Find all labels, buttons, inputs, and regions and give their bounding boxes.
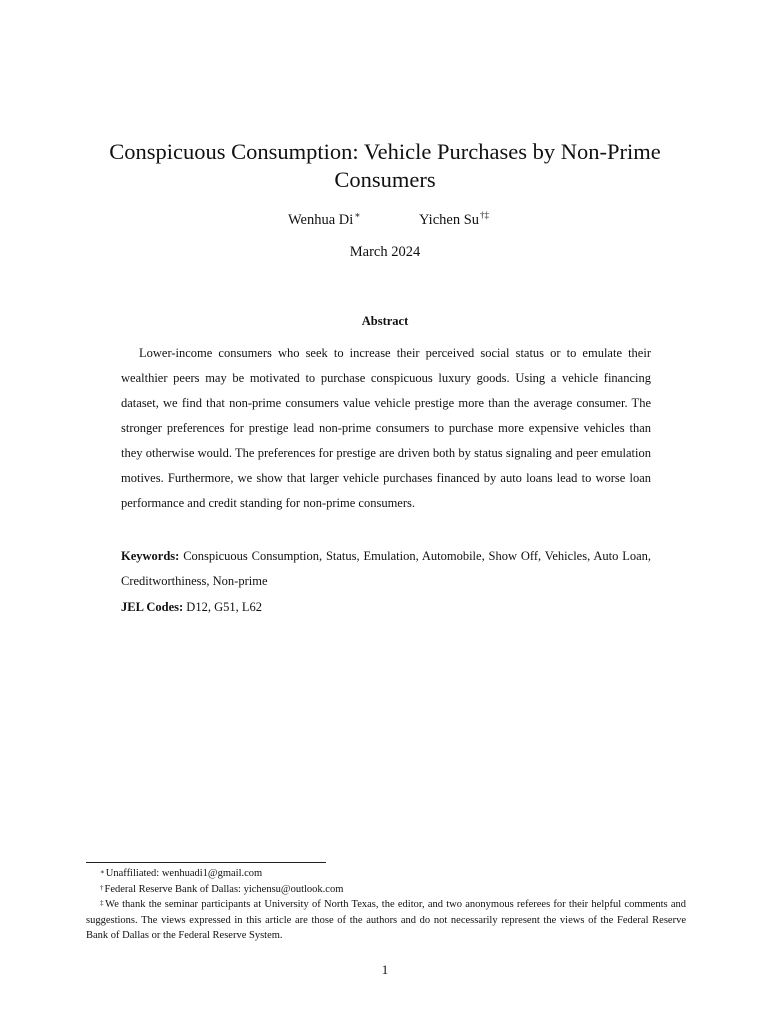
footnote [86, 882, 686, 898]
author-name [419, 212, 489, 229]
author-name-text: Wenhua Di [288, 212, 354, 228]
footnotes [86, 866, 686, 944]
keywords-label: Keywords: [121, 549, 180, 563]
jel-codes-label: JEL Codes: [121, 600, 184, 614]
keywords-section [121, 544, 651, 594]
author-footnote-mark: †‡ [480, 210, 490, 220]
page-number: 1 [381, 962, 389, 977]
footnote [86, 897, 686, 944]
footnote-mark: † [100, 883, 104, 892]
footnote-divider [86, 862, 326, 863]
author-footnote-mark: ∗ [354, 210, 361, 220]
abstract-heading: Abstract [361, 314, 409, 328]
author-list [0, 212, 770, 234]
footnote [86, 866, 686, 882]
author-name-text: Yichen Su [419, 212, 480, 228]
author-name [288, 212, 360, 229]
jel-codes-section [121, 597, 651, 617]
publication-date: March 2024 [349, 244, 421, 260]
footnote-text: Federal Reserve Bank of Dallas: yichensu@outlook.com [104, 883, 344, 895]
jel-codes-text: D12, G51, L62 [186, 600, 262, 614]
paper-title: Conspicuous Consumption: Vehicle Purchases by Non-Prime Consumers [109, 139, 661, 192]
footnote-text: We thank the seminar participants at University of North Texas, the editor, and two anonymous referees for their helpful comments and suggestions. The views expressed in this article are those of the authors and do not necessarily represent the views of the Federal Reserve Bank of Dallas or the Federal Reserve System. [86, 899, 687, 941]
keywords-text: Conspicuous Consumption, Status, Emulation, Automobile, Show Off, Vehicles, Auto Loan, Creditworthiness, Non-prime [121, 549, 652, 588]
abstract-body: Lower-income consumers who seek to increase their perceived social status or to emulate their wealthier peers may be motivated to purchase conspicuous luxury goods. Using a vehicle financing dataset, we find that non-prime consumers value vehicle prestige more than the average consumer. The stronger preferences for prestige lead non-prime consumers to purchase more expensive vehicles than they otherwise would. The preferences for prestige are driven both by status signaling and peer emulation motives. Furthermore, we show that larger vehicle purchases financed by auto loans lead to worse loan performance and credit standing for non-prime consumers. [121, 346, 651, 510]
footnote-mark: ∗ [100, 868, 105, 876]
footnote-mark: ‡ [100, 899, 105, 907]
footnote-text: Unaffiliated: wenhuadi1@gmail.com [105, 868, 263, 879]
